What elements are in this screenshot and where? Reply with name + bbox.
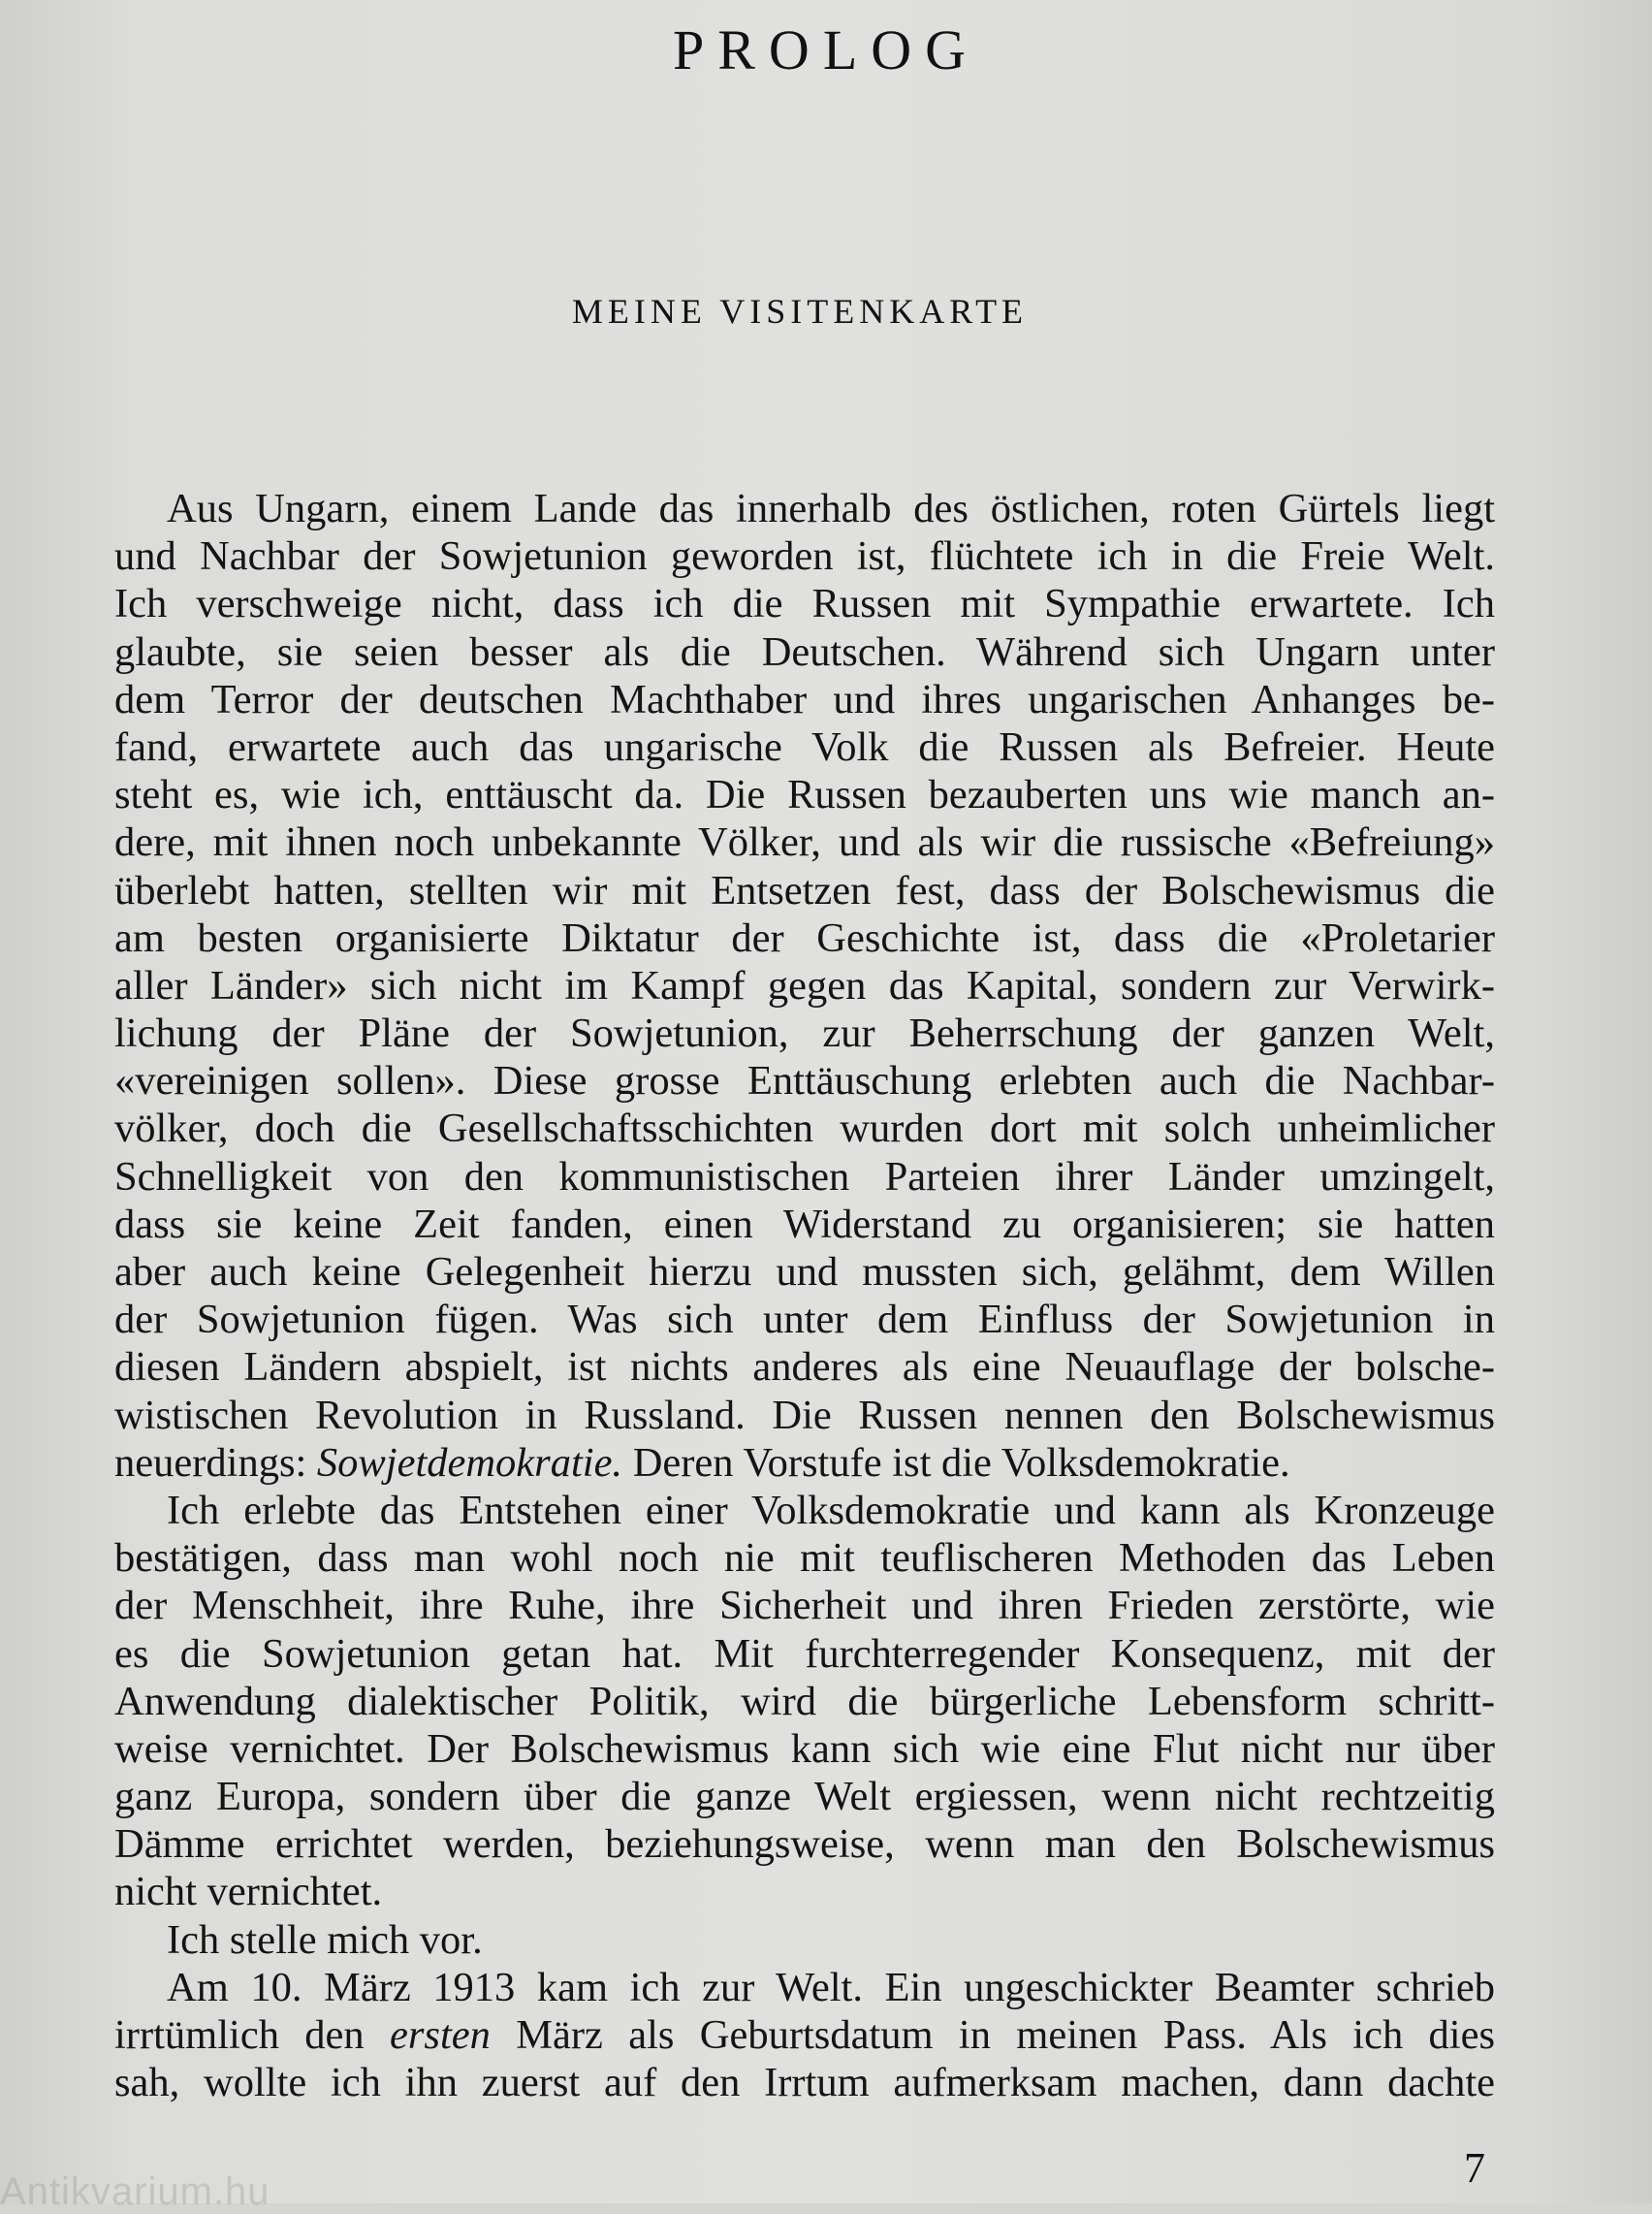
text-line: Aus Ungarn, einem Lande das innerhalb des östlichen, roten Gürtels liegt — [167, 486, 1495, 531]
text-line: bestätigen, dass man wohl noch nie mit teuflischeren Methoden das Leben — [114, 1535, 1495, 1582]
text-run: März als Geburtsdatum in meinen Pass. Als ich dies — [490, 2012, 1495, 2058]
text-line: ganz Europa, sondern über die ganze Welt ergiessen, wenn nicht rechtzeitig — [114, 1774, 1495, 1820]
text-run: Deren Vorstufe ist die Volksdemokratie. — [622, 1439, 1290, 1486]
section-subtitle: MEINE VISITENKARTE — [571, 292, 1029, 331]
text-line: Dämme errichtet werden, beziehungsweise, wenn man den Bolschewismus — [114, 1821, 1495, 1868]
text-line: der Sowjetunion fügen. Was sich unter dem Einfluss der Sowjetunion in — [114, 1297, 1495, 1343]
chapter-title: PROLOG — [672, 18, 980, 81]
text-line: völker, doch die Gesellschaftsschichten wurden dort mit solch unheimlicher — [114, 1106, 1495, 1152]
text-line: fand, erwartete auch das ungarische Volk die Russen als Befreier. Heute — [114, 723, 1495, 770]
text-line: aller Länder» sich nicht im Kampf gegen das Kapital, sondern zur Verwirk- — [114, 962, 1495, 1009]
text-line: nicht vernichtet. — [114, 1869, 383, 1915]
text-line: «vereinigen sollen». Diese grosse Enttäuschung erlebten auch die Nachbar- — [114, 1058, 1495, 1105]
italic-term: Sowjetdemokratie. — [316, 1439, 623, 1486]
text-line — [114, 1439, 1495, 1487]
text-line: glaubte, sie seien besser als die Deutschen. Während sich Ungarn unter — [114, 628, 1495, 675]
body-text — [114, 485, 1495, 2106]
text-line: Anwendung dialektischer Politik, wird die bürgerliche Lebensform schritt- — [114, 1678, 1495, 1724]
text-line: Schnelligkeit von den kommunistischen Parteien ihrer Länder umzingelt, — [114, 1153, 1495, 1200]
text-line: diesen Ländern abspielt, ist nichts anderes als eine Neuauflage der bolsche- — [114, 1344, 1495, 1391]
text-line: lichung der Pläne der Sowjetunion, zur Beherrschung der ganzen Welt, — [114, 1011, 1495, 1057]
page-number: 7 — [1464, 2144, 1485, 2192]
text-line: und Nachbar der Sowjetunion geworden ist, flüchtete ich in die Freie Welt. — [114, 533, 1495, 580]
text-line: sah, wollte ich ihn zuerst auf den Irrtum aufmerksam machen, dann dachte — [114, 2060, 1495, 2106]
text-line — [114, 2011, 1495, 2059]
text-line: am besten organisierte Diktatur der Geschichte ist, dass die «Proletarier — [114, 914, 1495, 961]
text-line: wistischen Revolution in Russland. Die Russen nennen den Bolschewismus — [114, 1392, 1495, 1438]
text-line: aber auch keine Gelegenheit hierzu und mussten sich, gelähmt, dem Willen — [114, 1249, 1495, 1295]
text-line: Ich verschweige nicht, dass ich die Russen mit Sympathie erwartete. Ich — [114, 581, 1495, 627]
text-line: Ich stelle mich vor. — [167, 1916, 483, 1963]
text-line: der Menschheit, ihre Ruhe, ihre Sicherheit und ihren Frieden zerstörte, wie — [114, 1583, 1495, 1629]
text-line: überlebt hatten, stellten wir mit Entsetzen fest, dass der Bolschewismus die — [114, 867, 1495, 914]
text-run: irrtümlich den — [114, 2012, 390, 2058]
italic-term: ersten — [390, 2012, 491, 2058]
text-line: es die Sowjetunion getan hat. Mit furchterregender Konsequenz, mit der — [114, 1630, 1495, 1677]
text-line: dass sie keine Zeit fanden, einen Widerstand zu organisieren; sie hatten — [114, 1201, 1495, 1247]
text-run: neuerdings: — [114, 1439, 317, 1486]
text-line: dem Terror der deutschen Machthaber und ihres ungarischen Anhanges be- — [114, 676, 1495, 722]
watermark: Antikvarium.hu — [0, 2170, 270, 2213]
text-line: Ich erlebte das Entstehen einer Volksdemokratie und kann als Kronzeuge — [167, 1487, 1495, 1533]
text-line: dere, mit ihnen noch unbekannte Völker, und als wir die russische «Befreiung» — [114, 819, 1495, 866]
text-line: weise vernichtet. Der Bolschewismus kann sich wie eine Flut nicht nur über — [114, 1725, 1495, 1772]
text-line: steht es, wie ich, enttäuscht da. Die Russen bezauberten uns wie manch an- — [114, 772, 1495, 818]
text-line: Am 10. März 1913 kam ich zur Welt. Ein ungeschickter Beamter schrieb — [167, 1964, 1495, 2010]
